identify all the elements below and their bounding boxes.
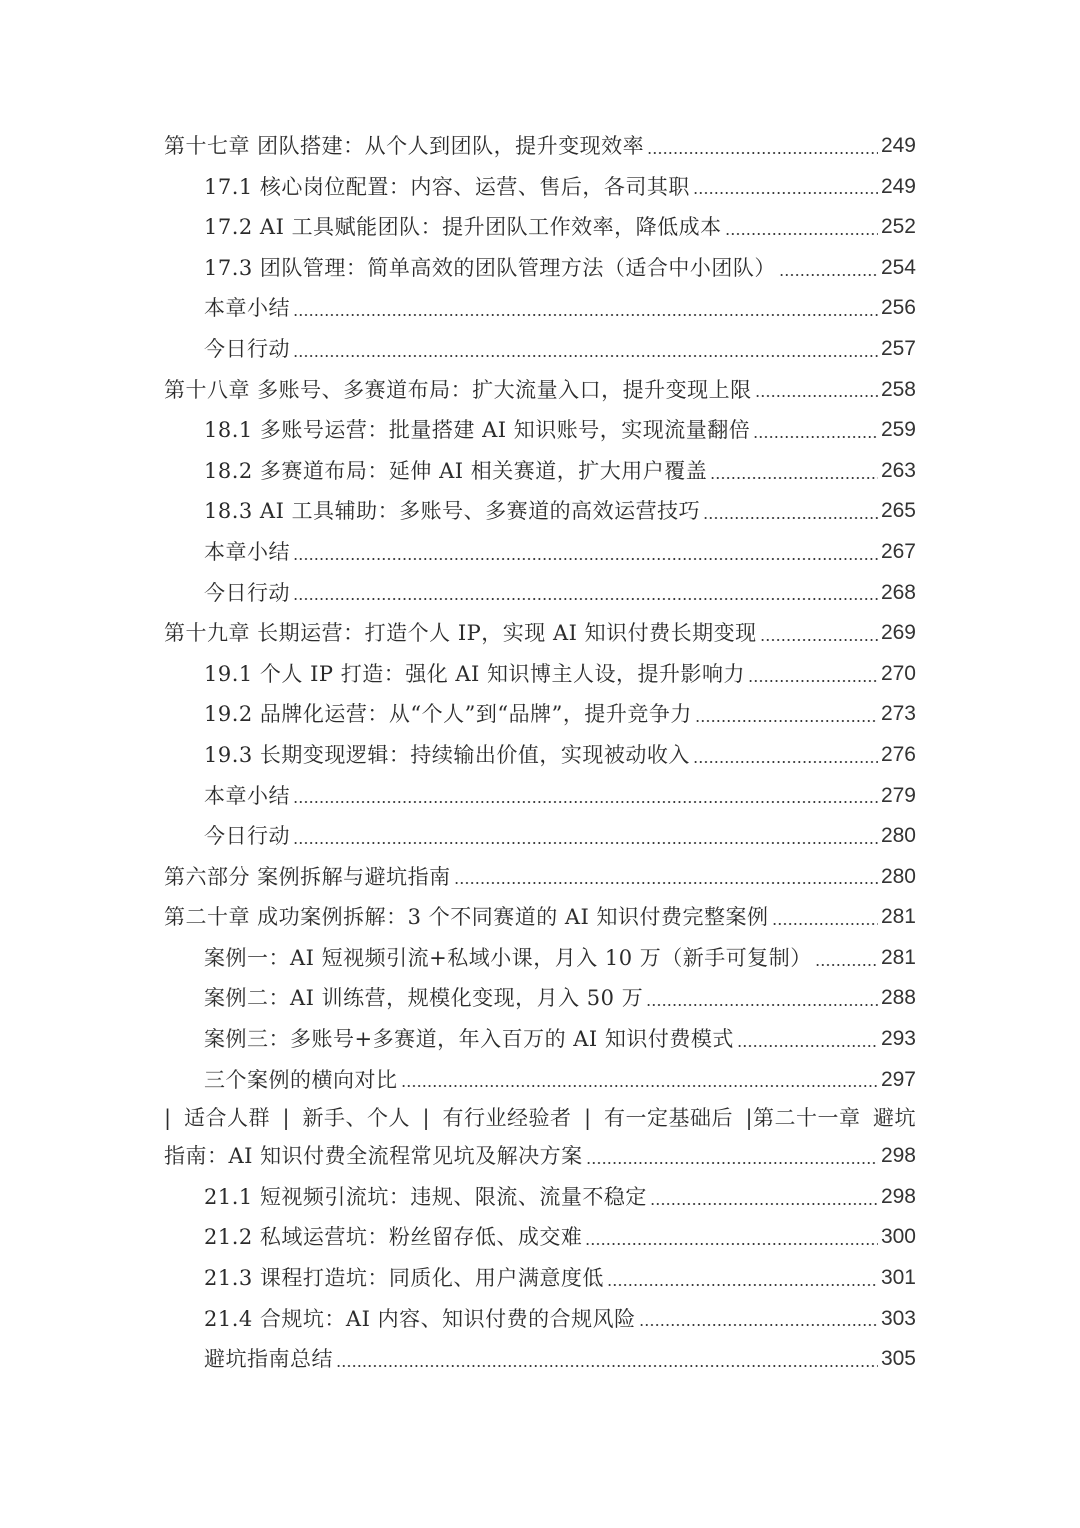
table-line-cell: | [282, 1106, 291, 1131]
toc-entry-title: 18.2 多赛道布局：延伸 AI 相关赛道，扩大用户覆盖 [204, 458, 708, 483]
toc-page-number: 301 [880, 1266, 916, 1290]
toc-entry-title: 今日行动 [204, 580, 290, 605]
toc-dot-leader [293, 355, 878, 357]
toc-section-entry[interactable] [0, 573, 1080, 614]
toc-entry-title: 第十七章 团队搭建：从个人到团队，提升变现效率 [164, 134, 645, 158]
toc-chapter-entry[interactable] [0, 1136, 1080, 1177]
toc-page-number: 279 [880, 783, 916, 807]
toc-section-entry[interactable] [0, 329, 1080, 370]
toc-entry-title: 今日行动 [204, 824, 290, 849]
table-line-cell: 有一定基础后 [603, 1106, 733, 1131]
toc-section-entry[interactable] [0, 654, 1080, 695]
toc-chapter-entry[interactable] [0, 613, 1080, 654]
toc-page-number: 276 [880, 742, 916, 766]
toc-entry-title: 第十八章 多账号、多赛道布局：扩大流量入口，提升变现上限 [164, 377, 752, 402]
toc-entry-title: 今日行动 [204, 336, 290, 361]
toc-section-entry[interactable] [0, 938, 1080, 979]
toc-dot-leader [753, 436, 878, 438]
toc-entry-title: 18.1 多账号运营：批量搭建 AI 知识账号，实现流量翻倍 [204, 418, 751, 443]
toc-entry-title: 第十九章 长期运营：打造个人 IP，实现 AI 知识付费长期变现 [164, 621, 757, 646]
toc-section-entry[interactable] [0, 410, 1080, 451]
toc-page-number: 293 [880, 1027, 916, 1051]
toc-dot-leader [703, 517, 878, 519]
toc-chapter-entry[interactable] [0, 126, 1080, 167]
toc-entry-title: 19.3 长期变现逻辑：持续输出价值，实现被动收入 [204, 742, 690, 767]
toc-dot-leader [639, 1324, 878, 1326]
toc-section-entry[interactable] [0, 1217, 1080, 1258]
toc-dot-leader [760, 639, 878, 641]
toc-page-number: 297 [880, 1067, 916, 1091]
toc-entry-title: 案例一：AI 短视频引流+私域小课，月入 10 万（新手可复制） [204, 945, 812, 970]
toc-entry-title: 21.2 私域运营坑：粉丝留存低、成交难 [204, 1225, 583, 1250]
toc-dot-leader [695, 720, 878, 722]
toc-dot-leader [725, 233, 878, 235]
toc-dot-leader [585, 1243, 878, 1245]
toc-entry-title: 第六部分 案例拆解与避坑指南 [164, 864, 451, 889]
table-line-cell: 适合人群 [184, 1106, 271, 1131]
toc-page-number: 281 [880, 945, 916, 969]
toc-group-a [0, 126, 1080, 1100]
toc-section-entry[interactable] [0, 1019, 1080, 1060]
toc-dot-leader [755, 395, 878, 397]
toc-dot-leader [293, 558, 878, 560]
toc-dot-leader [293, 314, 878, 316]
toc-section-entry[interactable] [0, 1177, 1080, 1218]
toc-page-number: 281 [880, 905, 916, 929]
toc-section-entry[interactable] [0, 1299, 1080, 1340]
toc-page-number: 270 [880, 661, 916, 685]
toc-section-entry[interactable] [0, 1339, 1080, 1380]
toc-entry-title: 18.3 AI 工具辅助：多账号、多赛道的高效运营技巧 [204, 499, 701, 524]
toc-section-entry[interactable] [0, 1060, 1080, 1101]
toc-page-number: 252 [880, 215, 916, 239]
toc-page-number: 300 [880, 1225, 916, 1249]
toc-dot-leader [646, 1004, 878, 1006]
toc-dot-leader [647, 152, 878, 154]
toc-dot-leader [401, 1085, 878, 1087]
toc-entry-title: 三个案例的横向对比 [204, 1067, 398, 1092]
toc-entry-title: 17.2 AI 工具赋能团队：提升团队工作效率，降低成本 [204, 215, 722, 240]
toc-section-entry[interactable] [0, 816, 1080, 857]
toc-dot-leader [293, 801, 878, 803]
toc-section-entry[interactable] [0, 532, 1080, 573]
toc-dot-leader [693, 192, 878, 194]
toc-dot-leader [293, 842, 878, 844]
toc-section-entry[interactable] [0, 776, 1080, 817]
toc-page-number: 280 [880, 864, 916, 888]
toc-dot-leader [815, 964, 878, 966]
toc-section-entry[interactable] [0, 978, 1080, 1019]
toc-chapter-entry[interactable] [0, 857, 1080, 898]
toc-page-number: 268 [880, 580, 916, 604]
toc-page-number: 269 [880, 621, 916, 645]
toc-table-line [0, 1100, 1080, 1136]
toc-page-number: 263 [880, 458, 916, 482]
table-line-cell: | [164, 1106, 172, 1131]
toc-entry-title: 本章小结 [204, 783, 290, 808]
toc-dot-leader [710, 477, 878, 479]
toc-entry-title: 案例三：多账号+多赛道，年入百万的 AI 知识付费模式 [204, 1027, 734, 1052]
toc-page-number: 288 [880, 986, 916, 1010]
toc-chapter-entry[interactable] [0, 897, 1080, 938]
toc-page-number: 254 [880, 255, 916, 279]
toc-page-number: 256 [880, 296, 916, 320]
table-line-cell: |第二十一章 [745, 1106, 861, 1131]
toc-chapter-entry[interactable] [0, 370, 1080, 411]
toc-dot-leader [693, 761, 878, 763]
toc-dot-leader [772, 923, 878, 925]
toc-entry-title: 避坑指南总结 [204, 1347, 333, 1372]
toc-dot-leader [336, 1365, 878, 1367]
toc-group-b [0, 1136, 1080, 1380]
toc-section-entry[interactable] [0, 451, 1080, 492]
toc-dot-leader [779, 274, 878, 276]
toc-entry-title: 21.3 课程打造坑：同质化、用户满意度低 [204, 1266, 604, 1291]
toc-page-number: 280 [880, 824, 916, 848]
toc-section-entry[interactable] [0, 167, 1080, 208]
toc-entry-title: 案例二：AI 训练营，规模化变现，月入 50 万 [204, 986, 644, 1011]
toc-entry-title: 21.4 合规坑：AI 内容、知识付费的合规风险 [204, 1306, 636, 1331]
toc-dot-leader [293, 598, 878, 600]
table-of-contents [0, 126, 1080, 1380]
toc-entry-title: 本章小结 [204, 296, 290, 321]
toc-section-entry[interactable] [0, 694, 1080, 735]
toc-page-number: 298 [880, 1144, 916, 1168]
toc-entry-title: 指南：AI 知识付费全流程常见坑及解决方案 [164, 1144, 583, 1169]
table-line-cell: 新手、个人 [302, 1106, 411, 1131]
toc-entry-title: 17.1 核心岗位配置：内容、运营、售后，各司其职 [204, 174, 690, 199]
table-line-cell: 有行业经验者 [442, 1106, 572, 1131]
toc-page-number: 258 [880, 377, 916, 401]
table-line-cell: 避坑 [872, 1106, 916, 1131]
toc-page-number: 259 [880, 418, 916, 442]
toc-dot-leader [454, 882, 878, 884]
table-line-cell: | [422, 1106, 431, 1131]
toc-dot-leader [737, 1045, 878, 1047]
toc-page-number: 257 [880, 336, 916, 360]
toc-section-entry[interactable] [0, 491, 1080, 532]
toc-page-number: 298 [880, 1184, 916, 1208]
toc-dot-leader [650, 1203, 878, 1205]
table-line-cell: | [583, 1106, 592, 1131]
toc-section-entry[interactable] [0, 1258, 1080, 1299]
toc-dot-leader [586, 1162, 878, 1164]
toc-entry-title: 19.2 品牌化运营：从“个人”到“品牌”，提升竞争力 [204, 702, 692, 727]
toc-section-entry[interactable] [0, 735, 1080, 776]
toc-entry-title: 17.3 团队管理：简单高效的团队管理方法（适合中小团队） [204, 255, 776, 280]
toc-page-number: 273 [880, 702, 916, 726]
toc-page-number: 249 [880, 134, 916, 157]
toc-page-number: 303 [880, 1306, 916, 1330]
toc-section-entry[interactable] [0, 288, 1080, 329]
toc-page-number: 249 [880, 174, 916, 198]
toc-page-number: 305 [880, 1347, 916, 1371]
toc-entry-title: 19.1 个人 IP 打造：强化 AI 知识博主人设，提升影响力 [204, 661, 746, 686]
toc-page-number: 267 [880, 539, 916, 563]
toc-dot-leader [748, 680, 878, 682]
toc-entry-title: 本章小结 [204, 539, 290, 564]
toc-section-entry[interactable] [0, 248, 1080, 289]
toc-entry-title: 第二十章 成功案例拆解：3 个不同赛道的 AI 知识付费完整案例 [164, 905, 769, 930]
toc-page-number: 265 [880, 499, 916, 523]
toc-section-entry[interactable] [0, 207, 1080, 248]
toc-dot-leader [607, 1284, 878, 1286]
toc-entry-title: 21.1 短视频引流坑：违规、限流、流量不稳定 [204, 1184, 647, 1209]
